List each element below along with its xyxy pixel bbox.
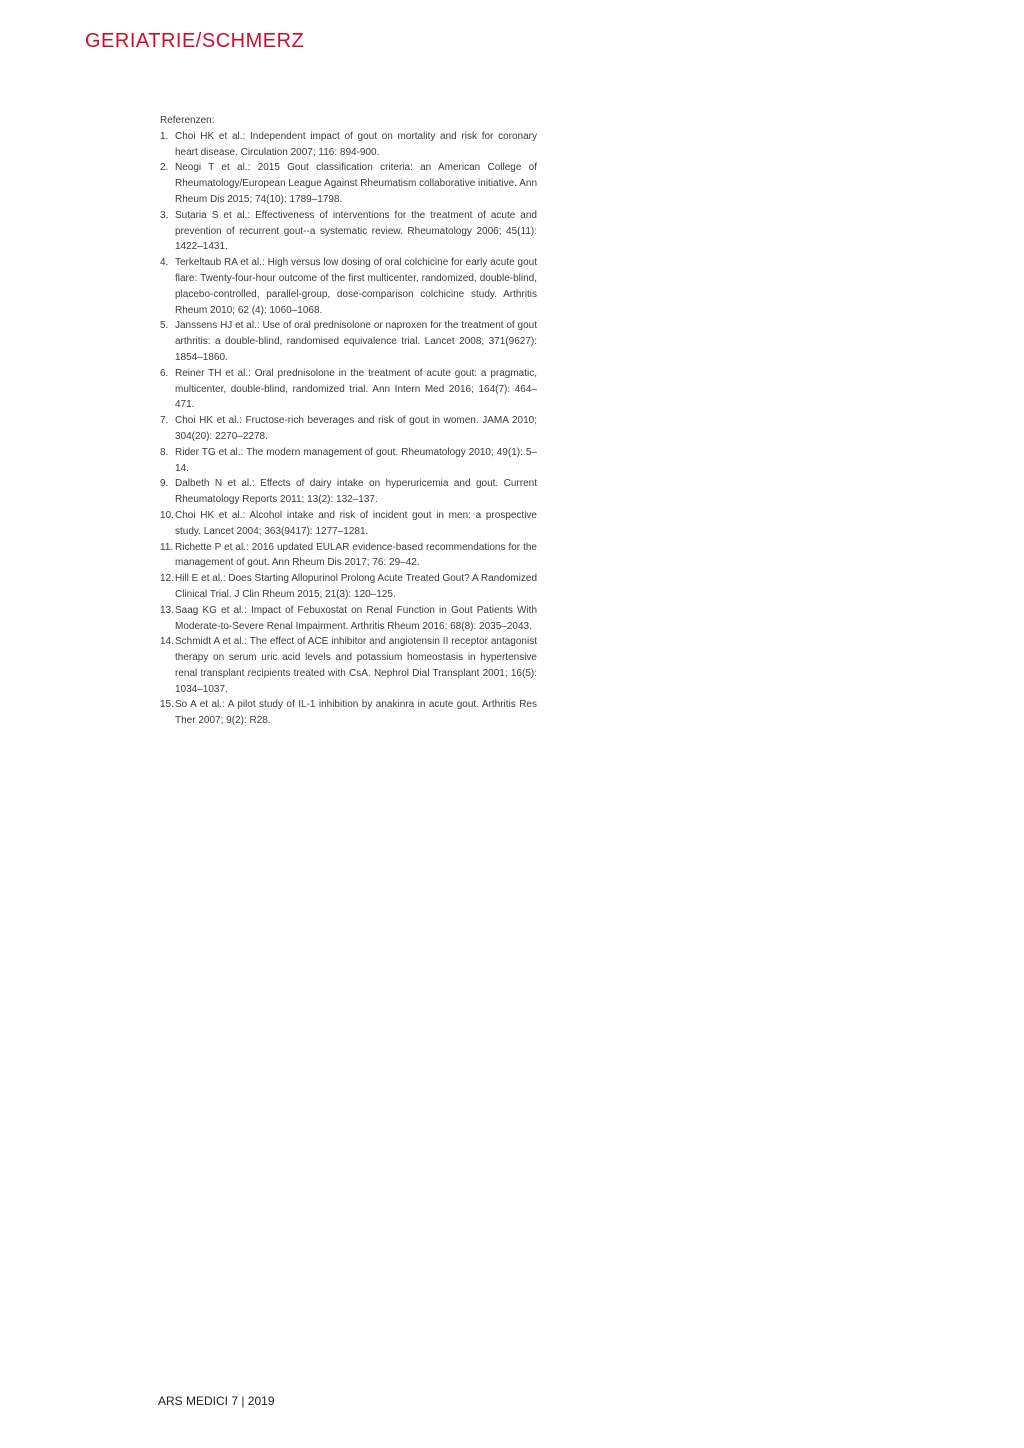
reference-number: 15. bbox=[160, 699, 174, 711]
reference-number: 13. bbox=[160, 604, 174, 616]
reference-number: 11. bbox=[160, 541, 174, 553]
reference-item bbox=[160, 445, 537, 477]
reference-item bbox=[160, 697, 537, 729]
reference-item bbox=[160, 571, 537, 603]
reference-number: 8. bbox=[160, 446, 169, 458]
reference-number: 3. bbox=[160, 209, 169, 221]
reference-number: 9. bbox=[160, 478, 169, 490]
reference-item bbox=[160, 634, 537, 697]
reference-text: Sutaria S et al.: Effectiveness of interventions for the treatment of acute and prevention of recurrent gout--a systematic review. Rheumatology 2006; 45(11): 1422–1431. bbox=[175, 209, 537, 253]
reference-text: Choi HK et al.: Fructose-rich beverages and risk of gout in women. JAMA 2010; 304(20): 2270–2278. bbox=[175, 415, 537, 442]
reference-text: So A et al.: A pilot study of IL-1 inhibition by anakinra in acute gout. Arthritis Res Ther 2007; 9(2): R28. bbox=[175, 699, 537, 727]
reference-item bbox=[160, 540, 537, 572]
reference-text: Neogi T et al.: 2015 Gout classification criteria: an American College of Rheumatology/European League Against Rheumatism collaborative initiative. Ann Rheum Dis 2015; 74(10): 1789–1798. bbox=[175, 162, 537, 205]
reference-text: Saag KG et al.: Impact of Febuxostat on Renal Function in Gout Patients With Moderate-to-Severe Renal Impairment. Arthritis Rheum 2016; 68(8): 2035–2043. bbox=[175, 604, 537, 632]
references-section bbox=[160, 113, 537, 729]
reference-number: 12. bbox=[160, 573, 174, 585]
reference-text: Rider TG et al.: The modern management of gout. Rheumatology 2010; 49(1): 5–14. bbox=[175, 446, 537, 474]
reference-text: Hill E et al.: Does Starting Allopurinol Prolong Acute Treated Gout? A Randomized Clinical Trial. J Clin Rheum 2015; 21(3): 120–125. bbox=[175, 573, 537, 600]
reference-text: Richette P et al.: 2016 updated EULAR evidence-based recommendations for the management of gout. Ann Rheum Dis 2017; 76: 29–42. bbox=[175, 541, 537, 569]
reference-text: Dalbeth N et al.: Effects of dairy intake on hyperuricemia and gout. Current Rheumatology Reports 2011; 13(2): 132–137. bbox=[175, 478, 537, 506]
reference-number: 14. bbox=[160, 636, 174, 648]
reference-item bbox=[160, 129, 537, 161]
reference-number: 7. bbox=[160, 415, 169, 427]
reference-text: Choi HK et al.: Alcohol intake and risk of incident gout in men: a prospective study. Lancet 2004; 363(9417): 1277–1281. bbox=[175, 509, 537, 537]
reference-number: 5. bbox=[160, 320, 169, 332]
reference-number: 6. bbox=[160, 367, 169, 379]
reference-item bbox=[160, 366, 537, 413]
reference-text: Terkeltaub RA et al.: High versus low dosing of oral colchicine for early acute gout flare: Twenty-four-hour outcome of the first multicenter, randomized, double-blind, placebo-controlled, parallel-group, dose-comparison colchicine study. Arthritis Rheum 2010; 62 (4): 1060–1068. bbox=[175, 257, 537, 316]
section-title: GERIATRIE/SCHMERZ bbox=[85, 30, 305, 52]
reference-item bbox=[160, 476, 537, 508]
reference-number: 1. bbox=[160, 130, 169, 142]
reference-number: 4. bbox=[160, 257, 169, 269]
reference-text: Janssens HJ et al.: Use of oral prednisolone or naproxen for the treatment of gout arthritis: a double-blind, randomised equivalence trial. Lancet 2008; 371(9627): 1854–1860. bbox=[175, 320, 537, 363]
reference-item bbox=[160, 160, 537, 207]
reference-number: 2. bbox=[160, 162, 169, 174]
reference-item bbox=[160, 413, 537, 445]
reference-text: Reiner TH et al.: Oral prednisolone in the treatment of acute gout: a pragmatic, multicenter, double-blind, randomized trial. Ann Intern Med 2016; 164(7): 464–471. bbox=[175, 367, 537, 411]
reference-text: Schmidt A et al.: The effect of ACE inhibitor and angiotensin II receptor antagonist therapy on serum uric acid levels and potassium homeostasis in hypertensive renal transplant recipients treated with CsA. Nephrol Dial Transplant 2001; 16(5): 1034–1037. bbox=[175, 636, 537, 695]
reference-list bbox=[160, 129, 537, 729]
reference-item bbox=[160, 255, 537, 318]
references-heading: Referenzen: bbox=[160, 115, 215, 126]
reference-number: 10. bbox=[160, 509, 174, 521]
reference-item bbox=[160, 318, 537, 365]
reference-text: Choi HK et al.: Independent impact of gout on mortality and risk for coronary heart disease. Circulation 2007; 116: 894-900. bbox=[175, 130, 537, 158]
journal-footer: ARS MEDICI 7 | 2019 bbox=[158, 1394, 275, 1408]
reference-item bbox=[160, 208, 537, 255]
reference-item bbox=[160, 508, 537, 540]
reference-item bbox=[160, 603, 537, 635]
